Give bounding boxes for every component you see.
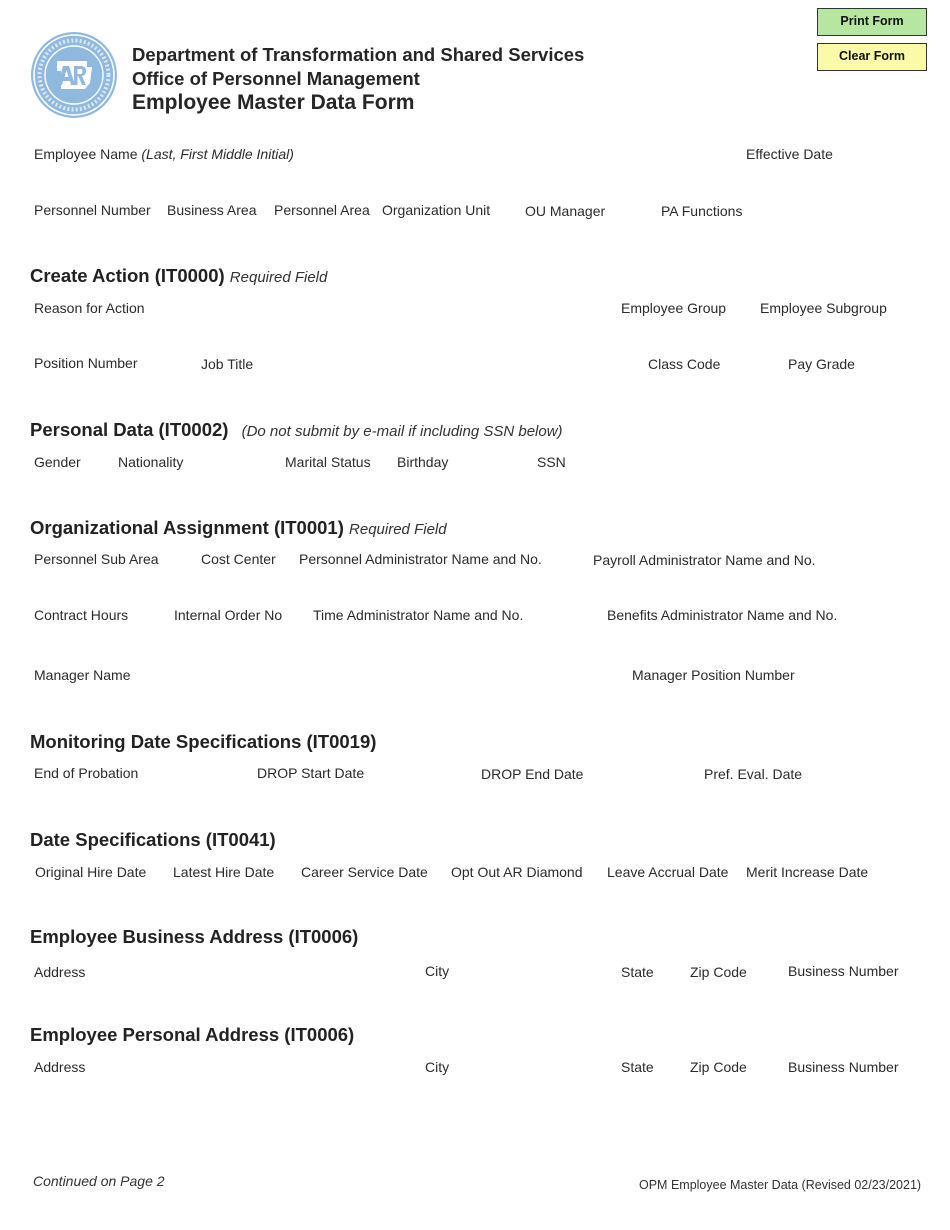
arkansas-state-seal-icon [30, 31, 118, 119]
business-zip-label: Zip Code [690, 964, 747, 980]
print-form-button[interactable]: Print Form [817, 8, 927, 36]
business-number-label: Business Number [788, 963, 899, 979]
merit-increase-date-label: Merit Increase Date [746, 864, 869, 880]
create-action-heading [30, 265, 327, 287]
marital-status-label: Marital Status [285, 454, 371, 470]
monitoring-heading: Monitoring Date Specifications (IT0019) [30, 731, 377, 752]
personal-address-label: Address [34, 1059, 86, 1075]
personnel-number-label: Personnel Number [34, 202, 151, 218]
effective-date-label: Effective Date [746, 146, 833, 162]
required-field-note: Required Field [229, 269, 328, 286]
benefits-admin-label: Benefits Administrator Name and No. [607, 607, 838, 623]
time-admin-label: Time Administrator Name and No. [313, 607, 524, 623]
personal-zip-label: Zip Code [690, 1059, 747, 1075]
org-assignment-title: Organizational Assignment (IT0001) [30, 517, 344, 538]
continued-note: Continued on Page 2 [33, 1173, 165, 1189]
leave-accrual-date-label: Leave Accrual Date [607, 864, 729, 880]
clear-form-button[interactable]: Clear Form [817, 43, 927, 71]
manager-position-label: Manager Position Number [632, 667, 795, 683]
pa-functions-label: PA Functions [661, 203, 743, 219]
reason-for-action-label: Reason for Action [34, 300, 145, 316]
manager-name-label: Manager Name [34, 667, 131, 683]
department-name: Department of Transformation and Shared Services [132, 44, 585, 65]
pay-grade-label: Pay Grade [788, 356, 855, 372]
career-service-date-label: Career Service Date [301, 864, 428, 880]
employee-subgroup-label: Employee Subgroup [760, 300, 887, 316]
employee-name-text: Employee Name [34, 146, 138, 162]
business-address-label: Address [34, 964, 86, 980]
drop-end-date-label: DROP End Date [481, 766, 584, 782]
ssn-warning-note: (Do not submit by e-mail if including SSN below) [241, 423, 563, 440]
opt-out-ar-diamond-label: Opt Out AR Diamond [451, 864, 583, 880]
nationality-label: Nationality [118, 454, 184, 470]
personal-data-heading [30, 419, 563, 441]
personnel-sub-area-label: Personnel Sub Area [34, 551, 159, 567]
employee-name-label [34, 146, 294, 162]
internal-order-label: Internal Order No [174, 607, 283, 623]
personnel-admin-label: Personnel Administrator Name and No. [299, 551, 542, 567]
latest-hire-date-label: Latest Hire Date [173, 864, 275, 880]
organization-unit-label: Organization Unit [382, 202, 491, 218]
contract-hours-label: Contract Hours [34, 607, 129, 623]
date-specs-heading: Date Specifications (IT0041) [30, 829, 276, 850]
business-area-label: Business Area [167, 202, 257, 218]
drop-start-date-label: DROP Start Date [257, 765, 365, 781]
form-title: Employee Master Data Form [132, 91, 415, 114]
business-address-heading: Employee Business Address (IT0006) [30, 926, 359, 947]
original-hire-date-label: Original Hire Date [35, 864, 147, 880]
revision-note: OPM Employee Master Data (Revised 02/23/2021) [639, 1178, 922, 1192]
payroll-admin-label: Payroll Administrator Name and No. [593, 552, 816, 568]
create-action-title: Create Action (IT0000) [30, 265, 225, 286]
personal-state-label: State [621, 1059, 654, 1075]
employee-group-label: Employee Group [621, 300, 727, 316]
position-number-label: Position Number [34, 355, 138, 371]
gender-label: Gender [34, 454, 81, 470]
personal-data-title: Personal Data (IT0002) [30, 419, 229, 440]
class-code-label: Class Code [648, 356, 721, 372]
office-name: Office of Personnel Management [132, 68, 420, 89]
employee-name-hint: (Last, First Middle Initial) [141, 146, 294, 162]
personal-business-number-label: Business Number [788, 1059, 899, 1075]
ssn-label: SSN [537, 454, 566, 470]
personal-address-heading: Employee Personal Address (IT0006) [30, 1024, 355, 1045]
business-state-label: State [621, 964, 654, 980]
business-city-label: City [425, 963, 450, 979]
required-field-note: Required Field [349, 521, 447, 538]
ou-manager-label: OU Manager [525, 203, 606, 219]
cost-center-label: Cost Center [201, 551, 276, 567]
personal-city-label: City [425, 1059, 450, 1075]
end-of-probation-label: End of Probation [34, 765, 139, 781]
personnel-area-label: Personnel Area [274, 202, 370, 218]
org-assignment-heading [30, 517, 447, 539]
job-title-label: Job Title [201, 356, 254, 372]
birthday-label: Birthday [397, 454, 449, 470]
pref-eval-date-label: Pref. Eval. Date [704, 766, 803, 782]
